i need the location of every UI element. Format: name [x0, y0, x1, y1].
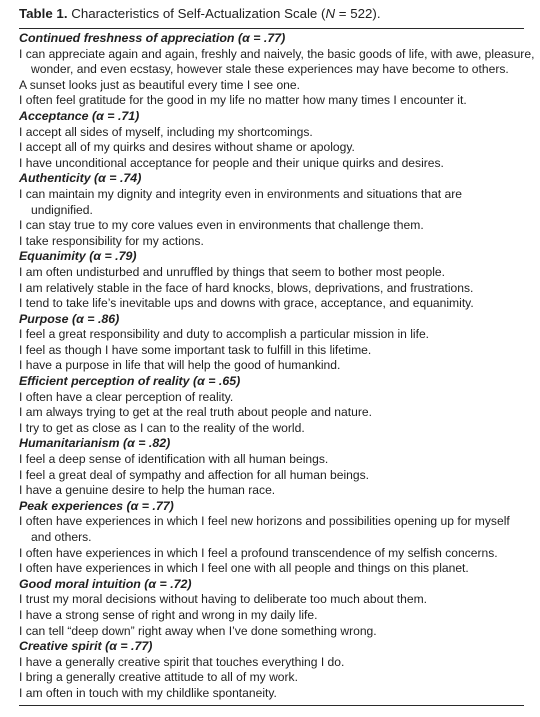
section-title: Authenticity	[19, 171, 91, 186]
section-heading	[19, 312, 524, 328]
item-text: I feel a deep sense of identification with all human beings.	[19, 452, 329, 467]
table-caption	[19, 3, 524, 25]
section-alpha: (α = .71)	[92, 108, 140, 123]
section-title: Continued freshness of appreciation	[19, 31, 235, 45]
item-text: I have a purpose in life that will help the good of humankind.	[19, 358, 341, 373]
scale-item	[19, 561, 524, 577]
scale-item	[19, 592, 524, 608]
item-text: I have a generally creative spirit that touches everything I do.	[19, 654, 345, 669]
top-rule	[19, 28, 524, 29]
section-alpha: (α = .74)	[94, 171, 142, 186]
section-title: Creative spirit	[19, 639, 102, 654]
scale-item	[19, 514, 524, 545]
bottom-rule	[19, 705, 524, 706]
table-label: Table 1.	[19, 6, 68, 21]
item-text: I bring a generally creative attitude to all of my work.	[19, 670, 298, 685]
scale-item	[19, 156, 524, 172]
scale-item	[19, 281, 524, 297]
section-heading	[19, 374, 524, 390]
scale-item	[19, 452, 524, 468]
scale-item	[19, 218, 524, 234]
scale-item	[19, 608, 524, 624]
scale-table	[19, 3, 535, 706]
scale-item	[19, 140, 524, 156]
section-alpha: (α = .77)	[126, 498, 174, 513]
scale-item	[19, 234, 524, 250]
section-title: Humanitarianism	[19, 436, 120, 451]
section-heading	[19, 639, 524, 655]
item-text: I often have experiences in which I feel new horizons and possibilities opening up for myself	[19, 514, 510, 529]
scale-item	[19, 483, 524, 499]
item-text: I try to get as close as I can to the reality of the world.	[19, 420, 305, 435]
section-heading	[19, 577, 524, 593]
scale-item	[19, 686, 524, 702]
scale-item	[19, 546, 524, 562]
scale-item	[19, 46, 535, 78]
section-title: Good moral intuition	[19, 576, 141, 591]
section-alpha: (α = .79)	[89, 249, 137, 264]
table-body	[19, 31, 535, 702]
item-text-continued: wonder, and even ecstasy, however stale these experiences may have become to others.	[31, 62, 509, 77]
item-text: I have unconditional acceptance for people and their unique quirks and desires.	[19, 155, 444, 170]
item-text-continued: undignified.	[31, 202, 93, 217]
scale-item	[19, 78, 524, 94]
section-alpha: (α = .77)	[105, 639, 153, 654]
item-text: I can tell “deep down” right away when I’ve done something wrong.	[19, 623, 377, 638]
item-text-continued: and others.	[31, 530, 92, 544]
section-alpha: (α = .82)	[122, 436, 171, 451]
item-text: I am often in touch with my childlike spontaneity.	[19, 685, 277, 700]
section-alpha: (α = .72)	[144, 576, 192, 591]
scale-item	[19, 296, 524, 312]
table-title-post: = 522).	[335, 6, 381, 21]
item-text: I feel a great responsibility and duty to accomplish a particular mission in life.	[19, 327, 430, 342]
item-text: I accept all of my quirks and desires without shame or apology.	[19, 140, 355, 155]
item-text: I am always trying to get at the real truth about people and nature.	[19, 405, 372, 420]
item-text: I feel as though I have some important task to fulfill in this lifetime.	[19, 342, 372, 357]
scale-item	[19, 421, 524, 437]
section-alpha: (α = .86)	[72, 311, 120, 326]
section-title: Equanimity	[19, 249, 86, 264]
item-text: I often have experiences in which I feel one with all people and things on this planet.	[19, 561, 469, 576]
item-text: I often feel gratitude for the good in my life no matter how many times I encounter it.	[19, 93, 467, 108]
scale-item	[19, 343, 524, 359]
item-text: I often have experiences in which I feel a profound transcendence of my selfish concerns.	[19, 545, 498, 560]
sample-size-symbol: N	[325, 6, 336, 21]
item-text: I can maintain my dignity and integrity even in environments and situations that are	[19, 186, 463, 201]
scale-item	[19, 187, 524, 218]
section-heading	[19, 499, 524, 515]
item-text: I accept all sides of myself, including my shortcomings.	[19, 124, 313, 139]
section-alpha: (α = .65)	[192, 374, 241, 389]
item-text: I often have a clear perception of reality.	[19, 389, 234, 404]
item-text: I take responsibility for my actions.	[19, 233, 204, 248]
section-heading	[19, 171, 524, 187]
scale-item	[19, 390, 524, 406]
item-text: I tend to take life’s inevitable ups and downs with grace, acceptance, and equanimity.	[19, 296, 474, 311]
scale-item	[19, 624, 524, 640]
section-title: Peak experiences	[19, 498, 124, 513]
item-text: I can appreciate again and again, freshly and naively, the basic goods of life, with awe, pleasure,	[19, 46, 535, 61]
scale-item	[19, 655, 524, 671]
section-title: Efficient perception of reality	[19, 374, 190, 389]
item-text: I trust my moral decisions without having to deliberate too much about them.	[19, 592, 428, 607]
scale-item	[19, 327, 524, 343]
item-text: I can stay true to my core values even in environments that challenge them.	[19, 218, 424, 233]
item-text: I am relatively stable in the face of hard knocks, blows, deprivations, and frustrations.	[19, 280, 474, 295]
item-text: I feel a great deal of sympathy and affection for all human beings.	[19, 467, 370, 482]
item-text: I am often undisturbed and unruffled by things that seem to bother most people.	[19, 264, 446, 279]
scale-item	[19, 125, 524, 141]
section-heading	[19, 109, 524, 125]
scale-item	[19, 670, 524, 686]
section-alpha: (α = .77)	[237, 31, 286, 45]
item-text: I have a genuine desire to help the human race.	[19, 483, 276, 498]
section-title: Acceptance	[19, 108, 89, 123]
section-title: Purpose	[19, 311, 69, 326]
item-text: A sunset looks just as beautiful every time I see one.	[19, 77, 300, 92]
scale-item	[19, 358, 524, 374]
section-heading	[19, 31, 524, 47]
section-heading	[19, 249, 524, 265]
scale-item	[19, 405, 524, 421]
scale-item	[19, 265, 524, 281]
table-title-pre: Characteristics of Self-Actualization Scale (	[71, 6, 326, 21]
section-heading	[19, 436, 524, 452]
scale-item	[19, 468, 524, 484]
item-text: I have a strong sense of right and wrong in my daily life.	[19, 607, 318, 622]
scale-item	[19, 93, 524, 109]
